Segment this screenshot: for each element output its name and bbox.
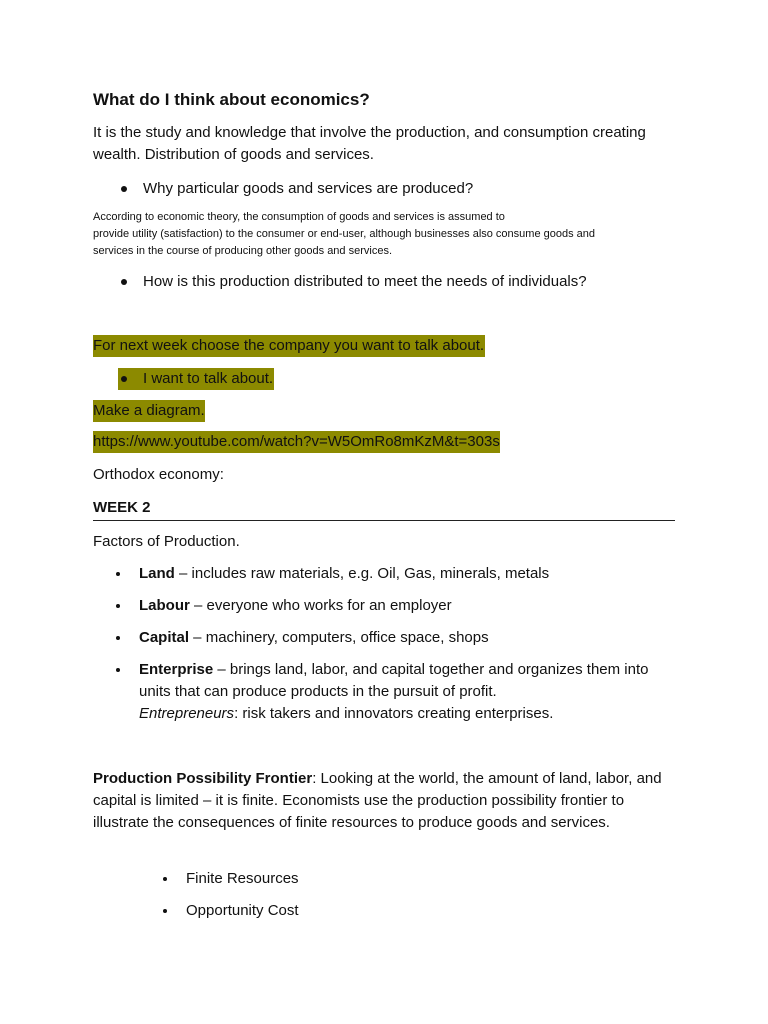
bullet-icon	[121, 186, 127, 192]
factor-text	[139, 659, 684, 725]
highlighted-text: For next week choose the company you want to talk about.	[93, 335, 485, 357]
theory-line: provide utility (satisfaction) to the consumer or end-user, although businesses also consume goods and	[93, 228, 596, 240]
bullet-icon	[116, 636, 120, 640]
factor-desc: – machinery, computers, office space, shops	[189, 629, 489, 646]
entrepreneurs-term: Entrepreneurs	[139, 705, 235, 722]
factor-desc: – everyone who works for an employer	[189, 597, 452, 614]
factor-term: Labour	[139, 597, 190, 614]
next-week-line	[93, 335, 485, 357]
bullet-icon	[163, 877, 167, 881]
bullet-text: I want to talk about.	[143, 370, 274, 387]
intro-paragraph: It is the study and knowledge that involve the production, and consumption creating wealth. Distribution of goods and services.	[93, 124, 646, 163]
factor-term: Enterprise	[139, 661, 214, 678]
factor-text	[139, 563, 549, 585]
bullet-icon	[116, 604, 120, 608]
ppf-point: Finite Resources	[186, 870, 299, 887]
bullet-icon	[116, 668, 120, 672]
highlighted-text: Make a diagram.	[93, 400, 205, 422]
section-heading: WEEK 2	[93, 497, 675, 521]
factors-heading: Factors of Production.	[93, 533, 240, 550]
page-title: What do I think about economics?	[93, 90, 370, 109]
bullet-text: Why particular goods and services are produced?	[143, 180, 474, 197]
factor-term: Capital	[139, 629, 190, 646]
factor-desc: – brings land, labor, and capital together and organizes them into units that can produce products in the pursuit of profit.	[139, 661, 649, 700]
orthodox-line: Orthodox economy:	[93, 466, 224, 483]
entrepreneurs-desc: : risk takers and innovators creating enterprises.	[234, 705, 554, 722]
diagram-line	[93, 400, 205, 422]
bullet-icon	[121, 279, 127, 285]
factor-text	[139, 627, 489, 649]
factor-term: Land	[139, 565, 175, 582]
theory-line: According to economic theory, the consumption of goods and services is assumed to	[93, 211, 505, 223]
bullet-icon	[163, 909, 167, 913]
highlighted-bullet	[118, 368, 274, 390]
ppf-desc: : Looking at the world, the amount of land, labor, and capital is limited – it is finite. Economists use the production possibility frontier to illustrate the consequences of finite resources to produce goods and services.	[93, 770, 662, 831]
bullet-text: How is this production distributed to meet the needs of individuals?	[143, 273, 587, 290]
ppf-paragraph	[93, 768, 673, 834]
bullet-icon	[121, 376, 127, 382]
theory-line: services in the course of producing other goods and services.	[93, 245, 392, 257]
video-link-line	[93, 431, 500, 453]
factor-desc: – includes raw materials, e.g. Oil, Gas, minerals, metals	[174, 565, 550, 582]
ppf-term: Production Possibility Frontier	[93, 770, 313, 787]
video-link[interactable]: https://www.youtube.com/watch?v=W5OmRo8mKzM&t=303s	[93, 431, 500, 453]
factor-text	[139, 595, 452, 617]
theory-paragraph	[93, 209, 673, 260]
ppf-point: Opportunity Cost	[186, 902, 299, 919]
bullet-icon	[116, 572, 120, 576]
list-item	[118, 368, 274, 390]
